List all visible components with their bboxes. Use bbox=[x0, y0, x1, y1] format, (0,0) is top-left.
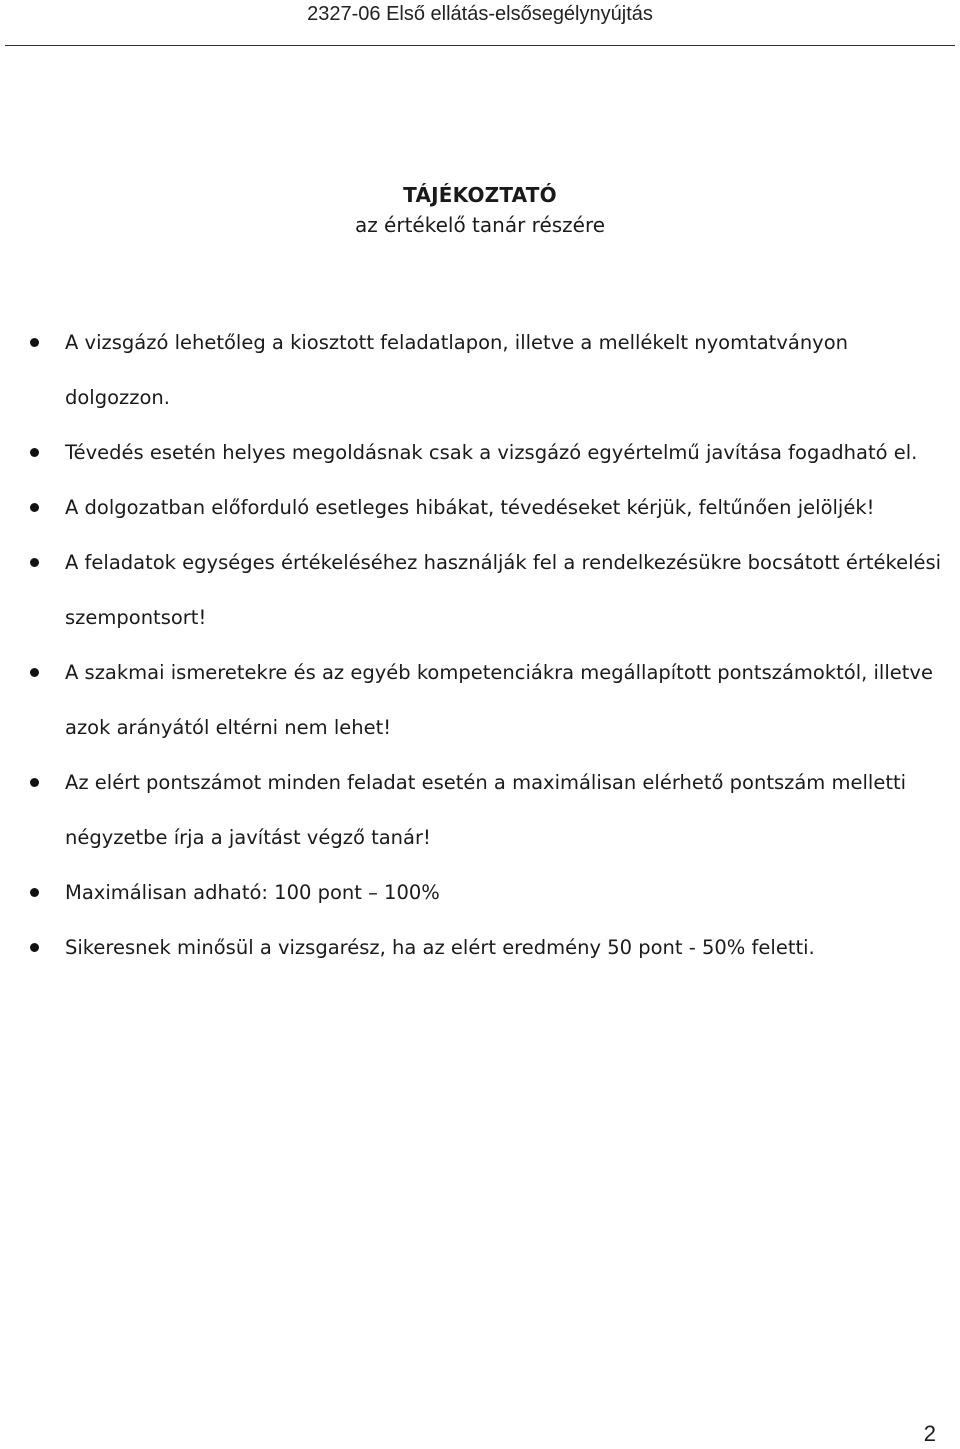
bullet-icon bbox=[30, 668, 39, 677]
list-item bbox=[0, 755, 960, 865]
list-item bbox=[0, 920, 960, 975]
list-item-text: Maximálisan adható: 100 pont – 100% bbox=[65, 881, 440, 904]
header-title: 2327-06 Első ellátás-elsősegélynyújtás bbox=[307, 3, 653, 25]
bullet-icon bbox=[30, 558, 39, 567]
list-item bbox=[0, 425, 960, 480]
list-item-text: Az elért pontszámot minden feladat esetén a maximálisan elérhető pontszám melletti négyzetbe írja a javítást végző tanár! bbox=[65, 771, 907, 849]
page-header bbox=[0, 0, 960, 48]
bullet-icon bbox=[30, 338, 39, 347]
header-divider bbox=[5, 45, 955, 46]
document-title: TÁJÉKOZTATÓ bbox=[403, 183, 557, 207]
list-item bbox=[0, 865, 960, 920]
list-item bbox=[0, 315, 960, 425]
list-item bbox=[0, 645, 960, 755]
bullet-icon bbox=[30, 448, 39, 457]
list-item bbox=[0, 480, 960, 535]
list-item-text: A dolgozatban előforduló esetleges hibákat, tévedéseket kérjük, feltűnően jelöljék! bbox=[65, 496, 875, 519]
list-item-text: A vizsgázó lehetőleg a kiosztott feladatlapon, illetve a mellékelt nyomtatványon dolgozzon. bbox=[65, 331, 849, 409]
list-item-text: Tévedés esetén helyes megoldásnak csak a vizsgázó egyértelmű javítása fogadható el. bbox=[65, 441, 918, 464]
list-item-text: A feladatok egységes értékeléséhez használják fel a rendelkezésükre bocsátott értékelési szempontsort! bbox=[65, 551, 942, 629]
title-block bbox=[0, 180, 960, 240]
list-item-text: Sikeresnek minősül a vizsgarész, ha az elért eredmény 50 pont - 50% feletti. bbox=[65, 936, 815, 959]
bullet-icon bbox=[30, 503, 39, 512]
document-subtitle: az értékelő tanár részére bbox=[354, 213, 606, 237]
bullet-icon bbox=[30, 943, 39, 952]
list-item-text: A szakmai ismeretekre és az egyéb kompetenciákra megállapított pontszámoktól, illetve azok arányától eltérni nem lehet! bbox=[65, 661, 933, 739]
bullet-icon bbox=[30, 888, 39, 897]
bullet-icon bbox=[30, 778, 39, 787]
page-number: 2 bbox=[923, 1421, 936, 1446]
instruction-list bbox=[0, 315, 960, 975]
list-item bbox=[0, 535, 960, 645]
